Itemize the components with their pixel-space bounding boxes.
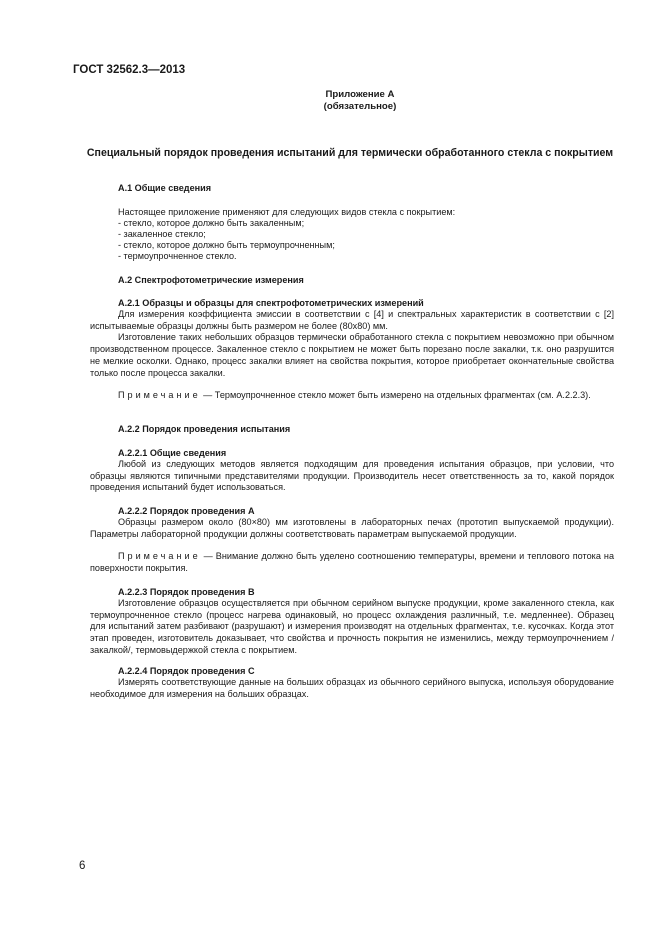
- appendix-status: (обязательное): [323, 101, 397, 112]
- section-a224-heading: А.2.2.4 Порядок проведения С: [118, 666, 255, 676]
- a1-list-item: - стекло, которое должно быть закаленным;: [118, 218, 305, 228]
- page-number: 6: [79, 860, 86, 872]
- note-label: Примечание: [118, 390, 201, 400]
- a21-note: [90, 390, 614, 402]
- note-text: — Внимание должно быть уделено соотношению температуры, времени и теплового потока на поверхности покрытия.: [90, 551, 614, 573]
- a222-note: [90, 551, 614, 574]
- note-label: Примечание: [118, 551, 201, 561]
- a1-list-item: - закаленное стекло;: [118, 229, 206, 239]
- section-a22-heading: А.2.2 Порядок проведения испытания: [118, 424, 291, 434]
- a21-paragraph-1: Для измерения коэффициента эмиссии в соответствии с [4] и спектральных характеристик в соответствии с [2] испытываемые образцы должны быть размером не более (80х80) мм.: [90, 309, 614, 331]
- section-a2-heading: А.2 Спектрофотометрические измерения: [118, 275, 304, 285]
- a221-paragraph: Любой из следующих методов является подходящим для проведения испытания образцов, при условии, что образцы являются типичными представителями продукции. Производитель несет ответственность за то, какой порядок проведения испытаний будет использоваться.: [90, 459, 614, 493]
- section-a223-heading: А.2.2.3 Порядок проведения В: [118, 587, 255, 597]
- a21-body: [90, 309, 614, 379]
- a222-body: [90, 517, 614, 540]
- a221-body: [90, 459, 614, 494]
- section-a21-heading: А.2.1 Образцы и образцы для спектрофотометрических измерений: [118, 298, 424, 308]
- a1-intro: Настоящее приложение применяют для следующих видов стекла с покрытием:: [118, 207, 456, 217]
- section-a221-heading: А.2.2.1 Общие сведения: [118, 448, 227, 458]
- a223-body: [90, 598, 614, 657]
- section-a222-heading: А.2.2.2 Порядок проведения А: [118, 506, 255, 516]
- a1-list-item: - термоупрочненное стекло.: [118, 251, 237, 261]
- appendix-title: Приложение А: [325, 89, 395, 100]
- a21-paragraph-2: Изготовление таких небольших образцов термически обработанного стекла с покрытием невозможно при обычном производственном процессе. Закаленное стекло с покрытием не может быть порезано после закалки, т.к. оно разрушится не мелкие осколки. Однако, процесс закалки влияет на свойства покрытия, которое приобретает окончательные свойства только после процесса закалки.: [90, 332, 614, 378]
- a1-list-item: - стекло, которое должно быть термоупрочненным;: [118, 240, 335, 250]
- a224-body: [90, 677, 614, 700]
- section-a1-heading: А.1 Общие сведения: [118, 183, 212, 193]
- a223-paragraph: Изготовление образцов осуществляется при обычном серийном выпуске продукции, кроме закаленного стекла, как термоупрочненное стекло (процесс нагрева одинаковый, но процесс охлаждения различный, т.е. медленнее). Образец для испытаний затем разбивают (разрушают) и измерения производят на отдельных фрагментах, т.е. кусочках. Когда этот этап проведен, изготовитель доказывает, что свойства и прочность покрытия не изменились, между термоупрочнением /закалкой/, термовыдержкой стекла с покрытием.: [90, 598, 614, 655]
- note-text: — Термоупрочненное стекло может быть измерено на отдельных фрагментах (см. А.2.2.3).: [200, 390, 591, 400]
- a224-paragraph: Измерять соответствующие данные на больших образцах из обычного серийного выпуска, используя оборудование необходимое для измерения на больших образцах.: [90, 677, 614, 699]
- document-code: ГОСТ 32562.3—2013: [73, 64, 186, 76]
- main-title: Специальный порядок проведения испытаний для термически обработанного стекла с покрытием: [86, 147, 614, 159]
- a222-paragraph: Образцы размером около (80×80) мм изготовлены в лабораторных печах (прототип выпускаемой продукции). Параметры лабораторной продукции должны соответствовать параметрам выпускаемой продукции.: [90, 517, 614, 539]
